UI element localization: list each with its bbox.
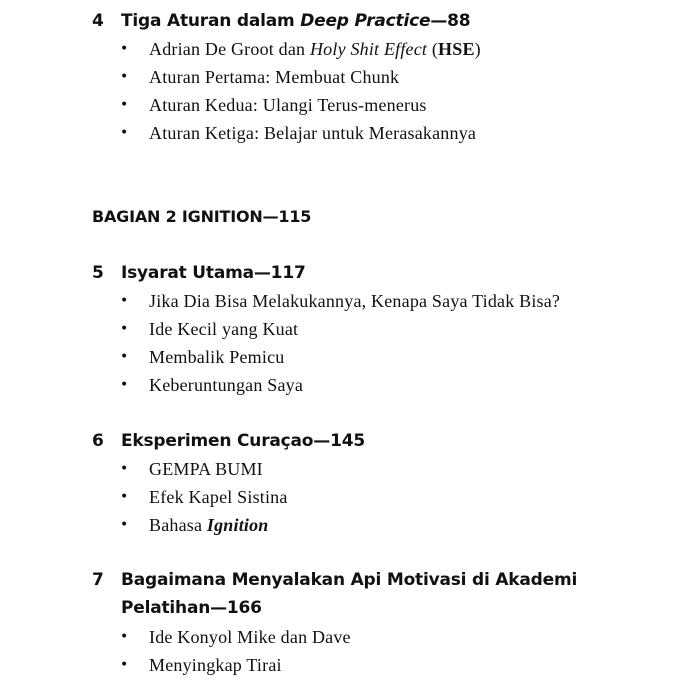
list-item: [0, 35, 700, 63]
list-item: [0, 119, 700, 147]
bullet: •: [120, 377, 129, 393]
list-item: [0, 63, 700, 91]
list-item-text: Ide Kecil yang Kuat: [149, 319, 299, 339]
list-item: [0, 91, 700, 119]
list-item: [0, 455, 700, 483]
bullet: •: [120, 293, 129, 309]
list-item-text: Bahasa Ignition: [149, 515, 269, 535]
list-item: [0, 651, 700, 679]
list-item: [0, 623, 700, 651]
list-item-text: Adrian De Groot dan Holy Shit Effect (HSE): [149, 39, 481, 59]
chapter-number: 4: [92, 11, 104, 31]
bullet: •: [120, 349, 129, 365]
bullet: •: [120, 97, 129, 113]
bullet: •: [120, 321, 129, 337]
bullet: •: [120, 489, 129, 505]
bullet: •: [120, 125, 129, 141]
bullet: •: [120, 41, 129, 57]
list-item-text: Aturan Kedua: Ulangi Terus-menerus: [149, 95, 427, 115]
bullet: •: [120, 69, 129, 85]
chapter-title: Pelatihan—166: [121, 598, 262, 618]
bullet: •: [120, 517, 129, 533]
list-item: [0, 343, 700, 371]
part-2-heading: BAGIAN 2 IGNITION—115: [92, 207, 312, 226]
list-item: [0, 371, 700, 399]
list-item-text: Menyingkap Tirai: [149, 655, 282, 675]
list-item-text: Aturan Pertama: Membuat Chunk: [149, 67, 400, 87]
chapter-title: Isyarat Utama—117: [121, 263, 306, 283]
bullet: •: [120, 629, 129, 645]
list-item-text: Aturan Ketiga: Belajar untuk Merasakannya: [149, 123, 477, 143]
list-item: [0, 287, 700, 315]
list-item: [0, 315, 700, 343]
bullet: •: [120, 461, 129, 477]
list-item-text: Efek Kapel Sistina: [149, 487, 288, 507]
chapter-title: Bagaimana Menyalakan Api Motivasi di Akademi: [121, 570, 578, 590]
bullet: •: [120, 657, 129, 673]
list-item: [0, 483, 700, 511]
chapter-number: 7: [92, 570, 104, 590]
list-item-text: Ide Konyol Mike dan Dave: [149, 627, 351, 647]
list-item-text: Jika Dia Bisa Melakukannya, Kenapa Saya Tidak Bisa?: [149, 291, 561, 311]
chapter-title: Tiga Aturan dalam Deep Practice—88: [121, 11, 471, 31]
list-item-text: Membalik Pemicu: [149, 347, 285, 367]
chapter-number: 5: [92, 263, 104, 283]
list-item-text: GEMPA BUMI: [149, 459, 263, 479]
list-item-text: Keberuntungan Saya: [149, 375, 304, 395]
list-item: [0, 511, 700, 539]
chapter-number: 6: [92, 431, 104, 451]
chapter-title: Eksperimen Curaçao—145: [121, 431, 365, 451]
